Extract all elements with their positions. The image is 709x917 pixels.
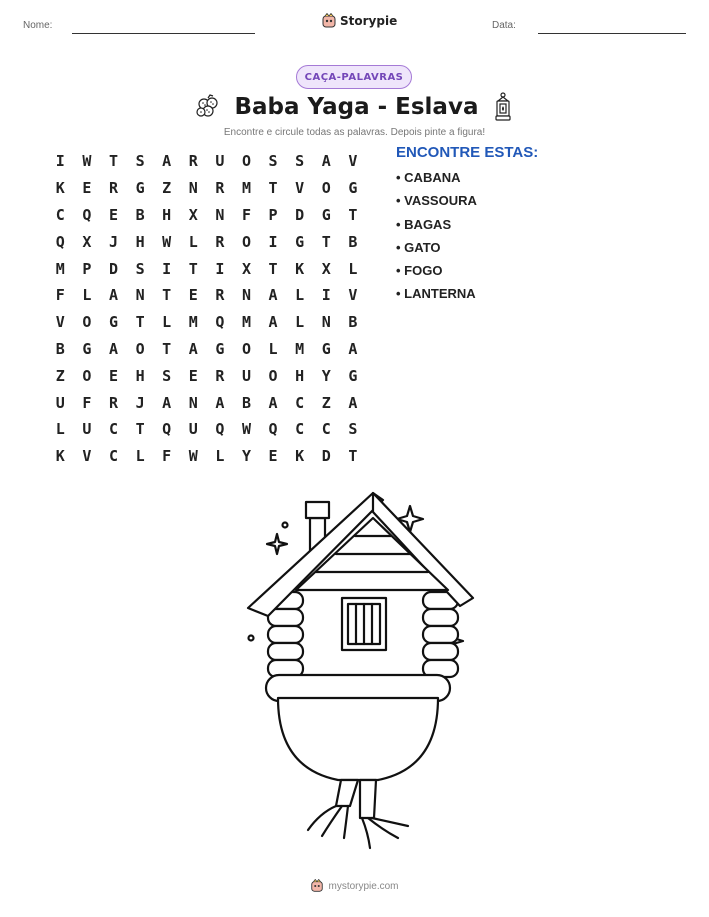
grid-letter[interactable]: M xyxy=(241,313,251,332)
grid-letter[interactable]: N xyxy=(188,393,198,412)
grid-row xyxy=(47,282,366,309)
grid-letter[interactable]: I xyxy=(55,152,65,171)
grid-letter[interactable]: L xyxy=(82,286,92,305)
grid-letter[interactable]: I xyxy=(162,259,172,278)
grid-letter[interactable]: R xyxy=(108,179,118,198)
word-search-grid[interactable] xyxy=(47,148,366,470)
grid-letter[interactable]: A xyxy=(188,339,198,358)
grid-letter[interactable]: E xyxy=(108,205,118,224)
grid-row xyxy=(47,228,366,255)
grid-letter[interactable]: E xyxy=(188,286,198,305)
grid-letter[interactable]: L xyxy=(188,232,198,251)
activity-badge: CAÇA-PALAVRAS xyxy=(296,65,412,89)
grid-letter[interactable]: F xyxy=(241,205,251,224)
grid-letter[interactable]: H xyxy=(295,366,305,385)
grid-letter[interactable]: T xyxy=(162,286,172,305)
grid-letter[interactable]: R xyxy=(215,366,225,385)
grid-letter[interactable]: A xyxy=(321,152,331,171)
grid-letter[interactable]: O xyxy=(241,232,251,251)
word-item: • FOGO xyxy=(396,263,443,279)
word-item: • VASSOURA xyxy=(396,193,477,209)
grid-letter[interactable]: G xyxy=(108,313,118,332)
grid-row xyxy=(47,336,366,363)
grid-letter[interactable]: E xyxy=(108,366,118,385)
grid-letter[interactable]: O xyxy=(241,152,251,171)
grid-row xyxy=(47,202,366,229)
grid-letter[interactable]: A xyxy=(215,393,225,412)
grid-letter[interactable]: O xyxy=(82,313,92,332)
grid-letter[interactable]: B xyxy=(348,232,358,251)
grid-letter[interactable]: Q xyxy=(215,420,225,439)
grid-letter[interactable]: A xyxy=(348,339,358,358)
grid-letter[interactable]: V xyxy=(82,447,92,466)
footer xyxy=(0,879,709,893)
word-list-heading: ENCONTRE ESTAS: xyxy=(396,144,539,161)
grid-letter[interactable]: S xyxy=(162,366,172,385)
grid-row xyxy=(47,389,366,416)
grid-letter[interactable]: T xyxy=(108,152,118,171)
grid-letter[interactable]: N xyxy=(321,313,331,332)
word-item: • BAGAS xyxy=(396,216,452,232)
grid-letter[interactable]: J xyxy=(108,232,118,251)
grid-letter[interactable]: K xyxy=(55,179,65,198)
grid-letter[interactable]: W xyxy=(188,447,198,466)
grid-letter[interactable]: O xyxy=(82,366,92,385)
grid-letter[interactable]: L xyxy=(295,286,305,305)
grid-letter[interactable]: A xyxy=(268,393,278,412)
grid-letter[interactable]: G xyxy=(82,339,92,358)
grid-letter[interactable]: C xyxy=(55,205,65,224)
hut-on-chicken-legs-illustration xyxy=(238,488,478,858)
grid-letter[interactable]: A xyxy=(268,286,278,305)
grid-letter[interactable]: U xyxy=(215,152,225,171)
grid-letter[interactable]: A xyxy=(108,286,118,305)
grid-letter[interactable]: T xyxy=(268,259,278,278)
grid-letter[interactable]: U xyxy=(82,420,92,439)
grid-letter[interactable]: U xyxy=(241,366,251,385)
grid-row xyxy=(47,148,366,175)
grid-letter[interactable]: R xyxy=(108,393,118,412)
grid-letter[interactable]: C xyxy=(108,420,118,439)
brand-name: Storypie xyxy=(340,14,398,28)
grid-letter[interactable]: Z xyxy=(55,366,65,385)
name-label: Nome: xyxy=(23,20,53,31)
grid-letter[interactable]: T xyxy=(268,179,278,198)
grid-letter[interactable]: V xyxy=(348,286,358,305)
grid-letter[interactable]: L xyxy=(295,313,305,332)
grid-letter[interactable]: T xyxy=(321,232,331,251)
grid-letter[interactable]: Q xyxy=(162,420,172,439)
grid-letter[interactable]: W xyxy=(162,232,172,251)
grid-letter[interactable]: O xyxy=(268,366,278,385)
coloring-illustration[interactable] xyxy=(238,488,478,862)
grid-letter[interactable]: S xyxy=(135,259,145,278)
grid-letter[interactable]: B xyxy=(55,339,65,358)
grid-letter[interactable]: X xyxy=(321,259,331,278)
name-line[interactable] xyxy=(72,33,255,34)
grid-letter[interactable]: F xyxy=(82,393,92,412)
grid-letter[interactable]: W xyxy=(241,420,251,439)
grid-letter[interactable]: G xyxy=(321,339,331,358)
grid-letter[interactable]: Z xyxy=(162,179,172,198)
grid-letter[interactable]: E xyxy=(188,366,198,385)
grid-letter[interactable]: C xyxy=(295,393,305,412)
grid-letter[interactable]: D xyxy=(295,205,305,224)
berries-icon xyxy=(195,94,221,120)
grid-letter[interactable]: L xyxy=(215,447,225,466)
grid-letter[interactable]: V xyxy=(348,152,358,171)
grid-letter[interactable]: T xyxy=(135,420,145,439)
grid-letter[interactable]: A xyxy=(162,393,172,412)
grid-letter[interactable]: G xyxy=(295,232,305,251)
grid-letter[interactable]: R xyxy=(215,286,225,305)
grid-row xyxy=(47,416,366,443)
grid-letter[interactable]: R xyxy=(215,232,225,251)
grid-letter[interactable]: L xyxy=(268,339,278,358)
grid-row xyxy=(47,443,366,470)
grid-letter[interactable]: J xyxy=(135,393,145,412)
grid-letter[interactable]: B xyxy=(135,205,145,224)
grid-letter[interactable]: M xyxy=(295,339,305,358)
grid-letter[interactable]: L xyxy=(162,313,172,332)
grid-letter[interactable]: X xyxy=(241,259,251,278)
grid-letter[interactable]: K xyxy=(295,447,305,466)
word-item: • GATO xyxy=(396,239,441,255)
word-item: • CABANA xyxy=(396,170,461,185)
grid-letter[interactable]: G xyxy=(135,179,145,198)
grid-letter[interactable]: S xyxy=(295,152,305,171)
grid-letter[interactable]: L xyxy=(348,259,358,278)
grid-letter[interactable]: Q xyxy=(55,232,65,251)
grid-letter[interactable]: W xyxy=(82,152,92,171)
grid-letter[interactable]: G xyxy=(321,205,331,224)
grid-letter[interactable]: D xyxy=(321,447,331,466)
grid-letter[interactable]: P xyxy=(82,259,92,278)
grid-letter[interactable]: L xyxy=(55,420,65,439)
grid-letter[interactable]: C xyxy=(321,420,331,439)
footer-url[interactable]: mystorypie.com xyxy=(328,880,399,892)
grid-letter[interactable]: S xyxy=(135,152,145,171)
grid-letter[interactable]: M xyxy=(241,179,251,198)
grid-letter[interactable]: A xyxy=(108,339,118,358)
grid-letter[interactable]: S xyxy=(268,152,278,171)
grid-letter[interactable]: P xyxy=(268,205,278,224)
grid-letter[interactable]: B xyxy=(348,313,358,332)
grid-row xyxy=(47,309,366,336)
grid-letter[interactable]: Y xyxy=(241,447,251,466)
grid-letter[interactable]: G xyxy=(215,339,225,358)
grid-letter[interactable]: F xyxy=(55,286,65,305)
grid-letter[interactable]: O xyxy=(241,339,251,358)
grid-letter[interactable]: H xyxy=(135,232,145,251)
grid-letter[interactable]: V xyxy=(295,179,305,198)
grid-letter[interactable]: G xyxy=(348,179,358,198)
grid-row xyxy=(47,175,366,202)
grid-letter[interactable]: F xyxy=(162,447,172,466)
grid-row xyxy=(47,255,366,282)
grid-letter[interactable]: M xyxy=(188,313,198,332)
grid-letter[interactable]: T xyxy=(348,447,358,466)
grid-letter[interactable]: N xyxy=(241,286,251,305)
grid-letter[interactable]: I xyxy=(321,286,331,305)
grid-letter[interactable]: E xyxy=(268,447,278,466)
grid-letter[interactable]: B xyxy=(241,393,251,412)
grid-letter[interactable]: K xyxy=(295,259,305,278)
grid-letter[interactable]: M xyxy=(55,259,65,278)
grid-letter[interactable]: C xyxy=(108,447,118,466)
grid-letter[interactable]: I xyxy=(268,232,278,251)
grid-letter[interactable]: Q xyxy=(82,205,92,224)
grid-letter[interactable]: Z xyxy=(321,393,331,412)
grid-letter[interactable]: C xyxy=(295,420,305,439)
grid-letter[interactable]: X xyxy=(188,205,198,224)
grid-letter[interactable]: X xyxy=(82,232,92,251)
grid-letter[interactable]: H xyxy=(135,366,145,385)
grid-letter[interactable]: E xyxy=(82,179,92,198)
grid-letter[interactable]: T xyxy=(348,205,358,224)
grid-letter[interactable]: A xyxy=(348,393,358,412)
grid-letter[interactable]: U xyxy=(55,393,65,412)
grid-letter[interactable]: A xyxy=(162,152,172,171)
grid-letter[interactable]: K xyxy=(55,447,65,466)
storypie-logo-icon xyxy=(310,879,324,893)
title-row xyxy=(0,92,709,122)
grid-letter[interactable]: L xyxy=(135,447,145,466)
grid-letter[interactable]: Q xyxy=(268,420,278,439)
grid-letter[interactable]: Q xyxy=(215,313,225,332)
grid-letter[interactable]: R xyxy=(188,152,198,171)
grid-letter[interactable]: N xyxy=(215,205,225,224)
grid-letter[interactable]: R xyxy=(215,179,225,198)
grid-letter[interactable]: V xyxy=(55,313,65,332)
date-line[interactable] xyxy=(538,33,686,34)
word-item: • LANTERNA xyxy=(396,286,476,302)
grid-letter[interactable]: O xyxy=(135,339,145,358)
grid-letter[interactable]: N xyxy=(188,179,198,198)
grid-letter[interactable]: O xyxy=(321,179,331,198)
lantern-icon xyxy=(492,92,514,122)
grid-letter[interactable]: G xyxy=(348,366,358,385)
grid-letter[interactable]: I xyxy=(215,259,225,278)
brand xyxy=(321,13,397,29)
grid-letter[interactable]: T xyxy=(135,313,145,332)
instructions: Encontre e circule todas as palavras. Depois pinte a figura! xyxy=(223,127,486,138)
grid-letter[interactable]: T xyxy=(188,259,198,278)
grid-row xyxy=(47,362,366,389)
grid-letter[interactable]: N xyxy=(135,286,145,305)
grid-letter[interactable]: T xyxy=(162,339,172,358)
grid-letter[interactable]: H xyxy=(162,205,172,224)
grid-letter[interactable]: Y xyxy=(321,366,331,385)
grid-letter[interactable]: S xyxy=(348,420,358,439)
page-title: Baba Yaga - Eslava xyxy=(234,94,479,120)
word-list xyxy=(396,144,538,310)
grid-letter[interactable]: D xyxy=(108,259,118,278)
grid-letter[interactable]: A xyxy=(268,313,278,332)
grid-letter[interactable]: U xyxy=(188,420,198,439)
storypie-logo-icon xyxy=(321,13,337,29)
date-label: Data: xyxy=(492,20,516,31)
